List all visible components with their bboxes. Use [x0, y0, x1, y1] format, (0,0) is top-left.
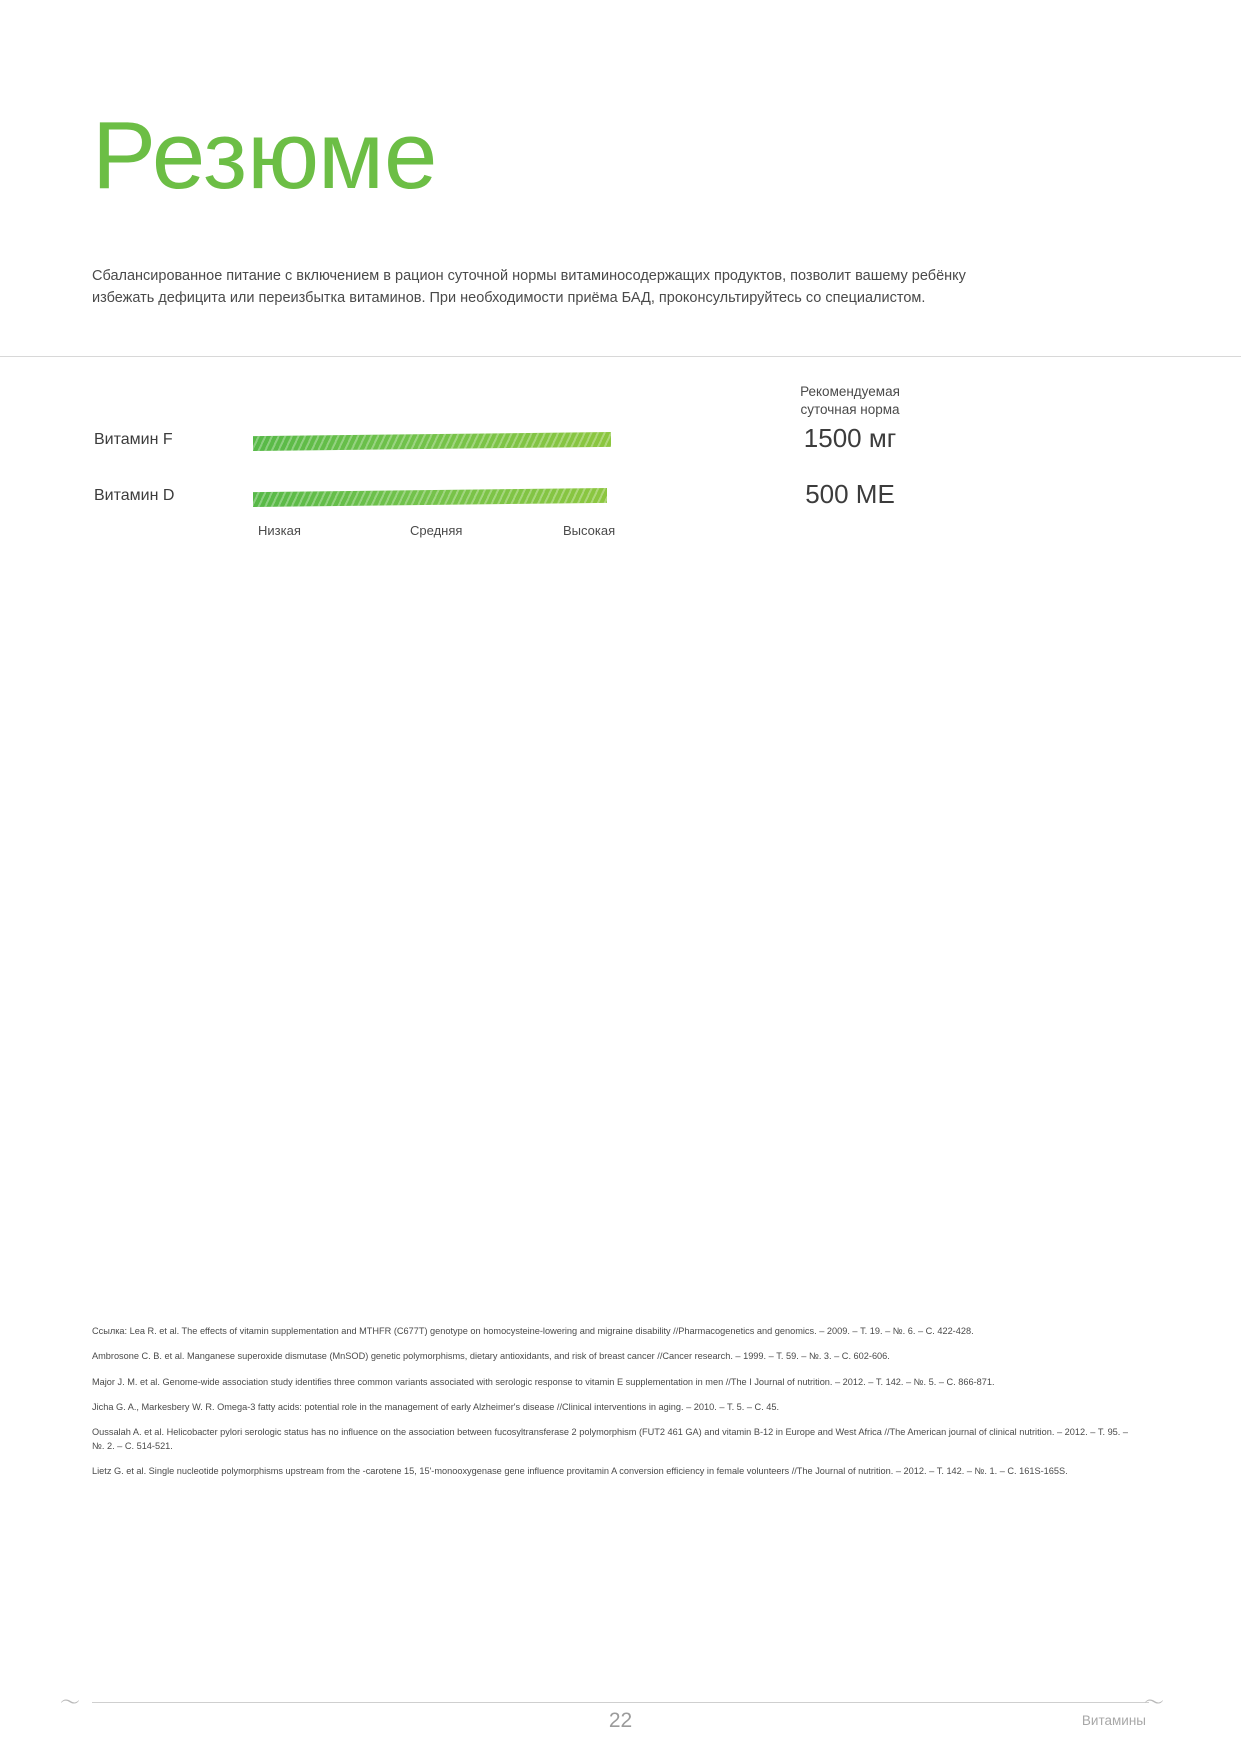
intro-paragraph: Сбалансированное питание с включением в рацион суточной нормы витаминосодержащих продуктов, позволит вашему ребёнку избежать дефицита или переизбытка витаминов. При необходимости приёма БАД, проконсультируйтесь со специалистом.	[92, 268, 966, 307]
chart-row-label: Витамин F	[94, 431, 173, 448]
reference-item: Major J. M. et al. Genome-wide association study identifies three common variants associated with serologic response to vitamin E supplementation in men //The I Journal of nutrition. – 2012. – Т. 142. – №. 5. – С. 866-871.	[92, 1376, 995, 1387]
chart-scale-labels	[253, 523, 633, 541]
daily-norm-chart	[0, 375, 1241, 555]
footer-divider	[92, 1702, 1149, 1703]
reference-item: Jicha G. A., Markesbery W. R. Omega-3 fatty acids: potential role in the management of early Alzheimer's disease //Clinical interventions in aging. – 2010. – Т. 5. – С. 45.	[92, 1402, 780, 1413]
footer-flourish-right-icon: 〜	[1144, 1690, 1164, 1714]
scale-label-high: Высокая	[563, 523, 616, 538]
reference-item: Lietz G. et al. Single nucleotide polymorphisms upstream from the -carotene 15, 15'-monooxygenase gene influence provitamin A conversion efficiency in female volunteers //The Journal of nutrition. – 2012. – Т. 142. – №. 1. – С. 161S-165S.	[92, 1466, 1068, 1477]
norm-header-line1: Рекомендуемая	[800, 384, 900, 399]
chart-bar-fill	[253, 488, 607, 507]
footer-section-label: Витамины	[1081, 1713, 1146, 1728]
chart-row-value: 500 МЕ	[805, 479, 895, 509]
reference-item: Ссылка: Lea R. et al. The effects of vitamin supplementation and MTHFR (C677T) genotype on homocysteine-lowering and migraine disability //Pharmacogenetics and genomics. – 2009. – Т. 19. – №. 6. – С. 422-428.	[92, 1326, 974, 1336]
chart-bar-track	[253, 488, 611, 507]
chart-row-value: 1500 мг	[803, 423, 897, 453]
reference-item: Ambrosone C. B. et al. Manganese superoxide dismutase (MnSOD) genetic polymorphisms, dietary antioxidants, and risk of breast cancer //Cancer research. – 1999. – Т. 59. – №. 3. – С. 602-606.	[92, 1351, 890, 1362]
chart-bar-track	[253, 432, 611, 451]
chart-row	[0, 479, 1241, 519]
chart-bar-fill	[253, 432, 611, 451]
footer-flourish-left-icon: 〜	[60, 1690, 80, 1714]
reference-item: Oussalah A. et al. Helicobacter pylori serologic status has no influence on the association between fucosyltransferase 2 polymorphism (FUT2 461 GA) and vitamin B-12 in Europe and West Africa //The American journal of clinical nutrition. – 2012. – Т. 95. – №. 2. – С. 514-521.	[92, 1427, 1128, 1451]
norm-column-header	[700, 383, 1000, 419]
scale-label-low: Низкая	[258, 523, 301, 538]
page-number: 22	[608, 1709, 633, 1732]
chart-row	[0, 423, 1241, 463]
norm-header-line2: суточная норма	[800, 402, 900, 418]
scale-label-medium: Средняя	[410, 523, 463, 538]
references-list	[92, 1325, 1142, 1490]
chart-row-label: Витамин D	[94, 487, 175, 504]
page-title: Резюме	[92, 102, 438, 209]
section-divider	[0, 356, 1241, 357]
